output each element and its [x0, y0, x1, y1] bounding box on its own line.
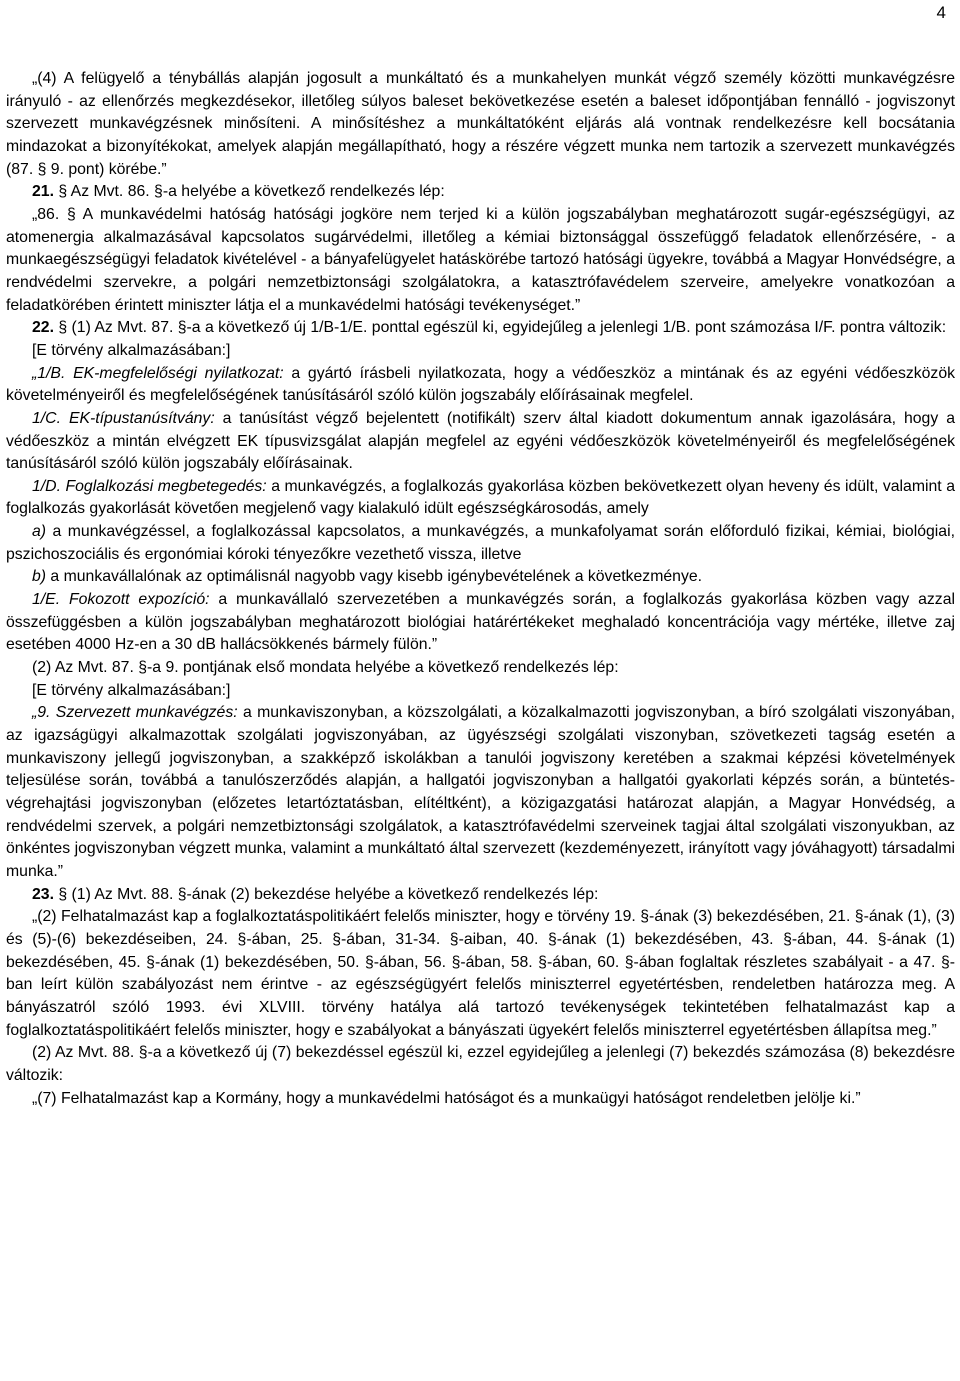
definition-1d-a-label: a)	[32, 523, 47, 541]
definition-9-label: „9. Szervezett munkavégzés:	[32, 704, 238, 722]
definition-1c-text: a tanúsítást végző bejelentett (notifikált) szerv által kiadott dokumentum annak igazolására, hogy a védőeszköz a mintán elvégzett EK típusvizsgálat alapján megfelel az egyéni védőeszközök követelményeiről és megfelelőségének tanúsításáról szóló külön jogszabály előírásainak.	[6, 409, 955, 473]
definition-1b-label: „1/B. EK-megfelelőségi nyilatkozat:	[32, 364, 284, 382]
section-88-7-text: „(7) Felhatalmazást kap a Kormány, hogy a munkavédelmi hatóságot és a munkaügyi hatóságot rendeletben jelölje ki.”	[32, 1089, 861, 1107]
definition-1d-b-label: b)	[32, 568, 47, 586]
definition-1d	[6, 476, 955, 521]
paragraph-4: „(4) A felügyelő a ténybállás alapján jogosult a munkáltató és a munkahelyen munkát végző személy közötti munkavégzésre irányuló - az ellenőrzés megkezdésekor, illetőleg súlyos baleset bekövetkezése esetén a baleset időpontjában fennálló - jogviszonyt szervezett munkavégzésnek minősíteni. A minősítéshez a munkáltatóként eljárás alá vontnak rendelkezésre kell bocsátania mindazokat a bizonyítékokat, amelyek alapján megállapítható, hogy a részére végzett munka nem tartozik a szervezett munkavégzés (87. § 9. pont) körébe.”	[6, 70, 955, 178]
section-22-text: § (1) Az Mvt. 87. §-a a következő új 1/B-1/E. ponttal egészül ki, egyidejűleg a jelenlegi 1/B. pont számozása I/F. pontra változik:	[58, 319, 947, 337]
section-21-number: 21.	[32, 183, 54, 201]
definition-1d-a-text: a munkavégzéssel, a foglalkozással kapcsolatos, a munkavégzés, a munkafolyamat során előforduló fizikai, kémiai, biológiai, pszichoszociális és ergonómiai kóroki tényezőkre vezethető vissza, illetve	[6, 523, 955, 563]
definition-1d-b	[6, 566, 955, 589]
definition-1d-text: a munkavégzés, a foglalkozás gyakorlása közben bekövetkezett olyan heveny és idült, valamint a foglalkozás gyakorlását követően megjelenő vagy kialakuló idült egészségkárosodás, amely	[6, 477, 955, 518]
section-22-heading	[6, 317, 955, 340]
definition-1e-label: 1/E. Fokozott expozíció:	[32, 591, 210, 609]
section-21-text: § Az Mvt. 86. §-a helyébe a következő rendelkezés lép:	[58, 183, 445, 201]
section-23-text: § (1) Az Mvt. 88. §-ának (2) bekezdése helyébe a következő rendelkezés lép:	[58, 885, 599, 903]
section-23-number: 23.	[32, 885, 54, 903]
section-23-heading	[6, 884, 955, 907]
document-body	[6, 68, 955, 1110]
definition-1d-label: 1/D. Foglalkozási megbetegedés:	[32, 477, 267, 495]
section-22-paragraph-2: (2) Az Mvt. 87. §-a 9. pontjának első mondata helyébe a következő rendelkezés lép:	[32, 659, 619, 677]
page-number: 4	[936, 3, 946, 22]
section-21-heading	[6, 181, 955, 204]
section-23-paragraph-2: (2) Az Mvt. 88. §-a a következő új (7) bekezdéssel egészül ki, ezzel egyidejűleg a jelenlegi (7) bekezdés számozása (8) bekezdésre változik:	[6, 1044, 955, 1084]
definition-1d-a	[6, 521, 955, 566]
definition-1b	[6, 363, 955, 408]
definition-1c-label: 1/C. EK-típustanúsítvány:	[32, 409, 215, 427]
definition-1d-b-text: a munkavállalónak az optimálisnál nagyobb vagy kisebb igénybevételének a következménye.	[46, 568, 703, 586]
definition-1b-text: a gyártó írásbeli nyilatkozata, hogy a védőeszköz a mintának és az egyéni védőeszközök követelményeiről és megfelelőségének tanúsításáról szóló külön jogszabály előírásainak megfelel.	[6, 364, 956, 405]
definition-1c	[6, 408, 955, 476]
definition-1e	[6, 589, 955, 657]
scope-note-1: [E törvény alkalmazásában:]	[32, 341, 231, 359]
definition-1e-text: a munkavállaló szervezetében a munkavégzés során, a foglalkozás gyakorlása közben vagy azzal összefüggésben a külön jogszabályban meghatározott biológiai határértékeket meghaladó koncentrációja vagy mértéke, illetve zaj esetében 4000 Hz-en a 30 dB hallácsökkenés bármely fülön.”	[6, 591, 955, 654]
section-86-text: „86. § A munkavédelmi hatóság hatósági jogköre nem terjed ki a külön jogszabályban meghatározott sugár-egészségügyi, az atomenergia alkalmazásával kapcsolatos sugárvédelmi, illetőleg a kémiai biztonsággal összefüggő feladatok ellenőrzésére, - a munkaegészségügyi feladatok kivételével - a bányafelügyelet hatáskörébe tartozó hatósági ügyekre, továbbá a Magyar Honvédségre, a rendvédelmi szervekre, a polgári nemzetbiztonsági szolgálatokra, a katasztrófavédelem szerveire, amelyekre vonatkozóan a feladatkörében érintett miniszter látja el a munkavédelmi hatósági tevékenységet.”	[6, 205, 955, 314]
definition-9-text: a munkaviszonyban, a közszolgálati, a közalkalmazotti jogviszonyban, a bíró szolgálati viszonyában, az igazságügyi alkalmazottak szolgálati jogviszonyában, az ügyészségi szolgálati viszonyban, szövetkezeti tagság esetén a munkaviszony jellegű jogviszonyban, a szakképző iskolákban a tanulói jogviszony keretében a szakmai képzési követelmények teljesülése során, továbbá a tanulószerződés alapján, a hallgatói jogviszonyban a hallgatói gyakorlati képzés során, a büntetés-végrehajtási jogviszonyban (előzetes letartóztatásban, elítéltként), a közigazgatási határozat alapján, a Magyar Honvédség, a rendvédelmi szervek, a polgári nemzetbiztonsági szolgálatok, a katasztrófavédelmi szerveinek tagjai által szolgálati viszonyukban, az önkéntes jogviszonyban végzett munka, valamint a munkáltató által szervezett (kezdeményezett, irányított vagy jóváhagyott) társadalmi munka.”	[6, 704, 955, 880]
section-22-number: 22.	[32, 319, 54, 337]
definition-9	[6, 702, 955, 883]
section-88-2-text: „(2) Felhatalmazást kap a foglalkoztatáspolitikáért felelős miniszter, hogy e törvény 19. §-ának (3) bekezdésében, 21. §-ának (1), (3) és (5)-(6) bekezdéseiben, 24. §-ában, 25. §-ában, 31-34. §-aiban, 40. §-ának (1) bekezdésében, 43. §-ában, 44. §-ának (1) bekezdésében, 45. §-ának (1) bekezdésében, 50. §-ában, 56. §-ában, 58. §-ában, 60. §-ában foglaltak részletes szabályait - a 47. §-ban leírt külön szabályozást nem érintve - az egészségügyért felelős miniszterrel egyetértésben, rendeletben határozza meg. A bányászatról szóló 1993. évi XLVIII. törvény hatálya alá tartozó tevékenységek tekintetében felhatalmazást kap a foglalkoztatáspolitikáért felelős miniszter, hogy e szabályokat a bányászati ügyekért felelős miniszterrel egyetértésben állapítsa meg.”	[6, 908, 955, 1039]
scope-note-2: [E törvény alkalmazásában:]	[32, 681, 231, 699]
